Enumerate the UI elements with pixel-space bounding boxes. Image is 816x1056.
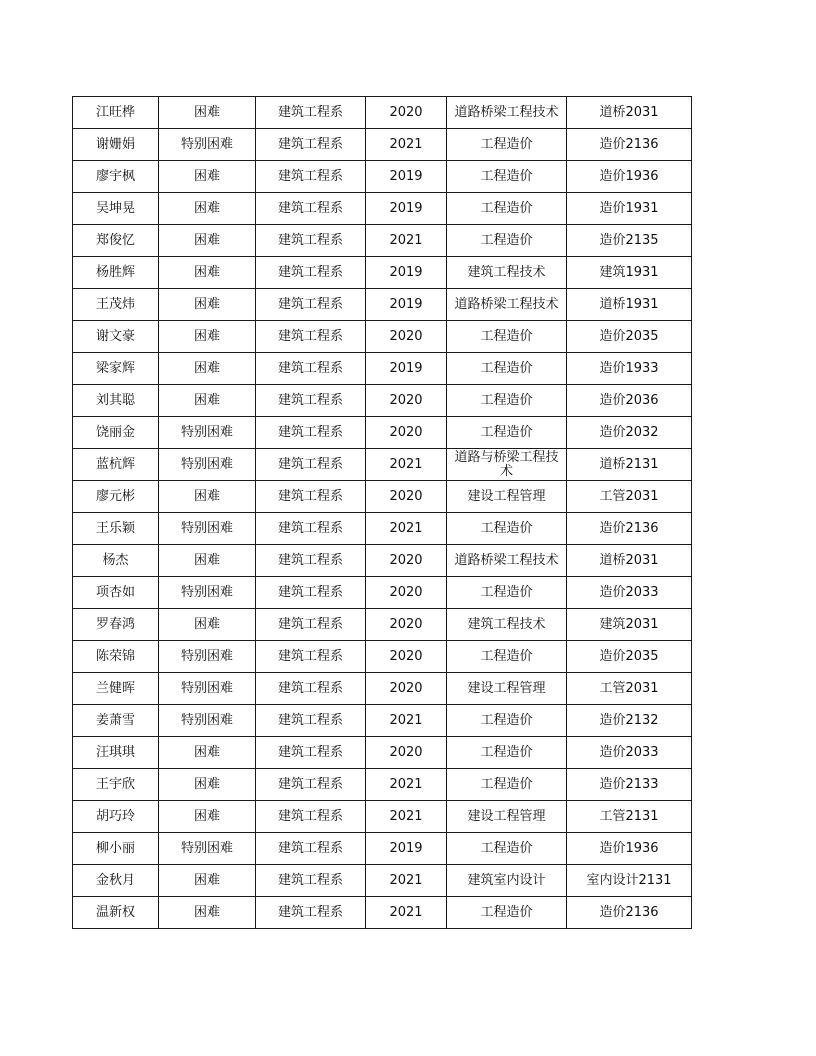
major-cell: 工程造价 <box>447 193 567 225</box>
major-cell: 工程造价 <box>447 737 567 769</box>
major-cell: 建设工程管理 <box>447 801 567 833</box>
major-cell: 道路与桥梁工程技术 <box>447 449 567 481</box>
difficulty-level-cell: 特别困难 <box>159 833 256 865</box>
class-cell: 造价2132 <box>567 705 692 737</box>
class-cell: 造价1933 <box>567 353 692 385</box>
class-cell: 造价2135 <box>567 225 692 257</box>
department-cell: 建筑工程系 <box>256 545 366 577</box>
table-row <box>73 257 692 289</box>
major-cell: 建设工程管理 <box>447 673 567 705</box>
table-row <box>73 609 692 641</box>
table-row <box>73 161 692 193</box>
grade-year-cell: 2019 <box>366 833 447 865</box>
name-cell: 谢文豪 <box>73 321 159 353</box>
department-cell: 建筑工程系 <box>256 577 366 609</box>
grade-year-cell: 2020 <box>366 417 447 449</box>
department-cell: 建筑工程系 <box>256 897 366 929</box>
difficulty-level-cell: 困难 <box>159 353 256 385</box>
grade-year-cell: 2021 <box>366 769 447 801</box>
name-cell: 廖元彬 <box>73 481 159 513</box>
major-cell: 工程造价 <box>447 129 567 161</box>
class-cell: 道桥2031 <box>567 545 692 577</box>
class-cell: 道桥2031 <box>567 97 692 129</box>
class-cell: 造价2136 <box>567 513 692 545</box>
department-cell: 建筑工程系 <box>256 225 366 257</box>
grade-year-cell: 2020 <box>366 673 447 705</box>
class-cell: 造价1936 <box>567 833 692 865</box>
difficulty-level-cell: 特别困难 <box>159 417 256 449</box>
student-table <box>72 96 692 929</box>
grade-year-cell: 2021 <box>366 129 447 161</box>
grade-year-cell: 2020 <box>366 545 447 577</box>
grade-year-cell: 2019 <box>366 257 447 289</box>
major-cell: 工程造价 <box>447 225 567 257</box>
name-cell: 王乐颖 <box>73 513 159 545</box>
department-cell: 建筑工程系 <box>256 289 366 321</box>
name-cell: 刘其聪 <box>73 385 159 417</box>
name-cell: 梁家辉 <box>73 353 159 385</box>
department-cell: 建筑工程系 <box>256 97 366 129</box>
difficulty-level-cell: 特别困难 <box>159 513 256 545</box>
department-cell: 建筑工程系 <box>256 161 366 193</box>
class-cell: 造价1936 <box>567 161 692 193</box>
name-cell: 王宇欣 <box>73 769 159 801</box>
class-cell: 工管2031 <box>567 481 692 513</box>
major-cell: 建筑工程技术 <box>447 257 567 289</box>
table-row <box>73 673 692 705</box>
difficulty-level-cell: 困难 <box>159 257 256 289</box>
table-row <box>73 353 692 385</box>
department-cell: 建筑工程系 <box>256 865 366 897</box>
grade-year-cell: 2020 <box>366 737 447 769</box>
name-cell: 谢姗娟 <box>73 129 159 161</box>
department-cell: 建筑工程系 <box>256 193 366 225</box>
department-cell: 建筑工程系 <box>256 833 366 865</box>
grade-year-cell: 2020 <box>366 609 447 641</box>
class-cell: 造价2036 <box>567 385 692 417</box>
name-cell: 陈荣锦 <box>73 641 159 673</box>
name-cell: 饶丽金 <box>73 417 159 449</box>
class-cell: 造价2035 <box>567 641 692 673</box>
class-cell: 造价2136 <box>567 897 692 929</box>
major-cell: 工程造价 <box>447 897 567 929</box>
student-table-container <box>72 96 692 929</box>
name-cell: 温新权 <box>73 897 159 929</box>
major-cell: 工程造价 <box>447 769 567 801</box>
table-row <box>73 897 692 929</box>
difficulty-level-cell: 困难 <box>159 481 256 513</box>
name-cell: 项杏如 <box>73 577 159 609</box>
major-cell: 工程造价 <box>447 161 567 193</box>
department-cell: 建筑工程系 <box>256 417 366 449</box>
class-cell: 造价2035 <box>567 321 692 353</box>
name-cell: 廖宇枫 <box>73 161 159 193</box>
department-cell: 建筑工程系 <box>256 513 366 545</box>
major-cell: 建筑工程技术 <box>447 609 567 641</box>
table-row <box>73 705 692 737</box>
table-row <box>73 801 692 833</box>
department-cell: 建筑工程系 <box>256 705 366 737</box>
difficulty-level-cell: 困难 <box>159 737 256 769</box>
department-cell: 建筑工程系 <box>256 641 366 673</box>
grade-year-cell: 2019 <box>366 193 447 225</box>
table-row <box>73 545 692 577</box>
difficulty-level-cell: 困难 <box>159 225 256 257</box>
table-body <box>73 97 692 929</box>
table-row <box>73 513 692 545</box>
difficulty-level-cell: 特别困难 <box>159 577 256 609</box>
class-cell: 工管2131 <box>567 801 692 833</box>
class-cell: 道桥1931 <box>567 289 692 321</box>
department-cell: 建筑工程系 <box>256 321 366 353</box>
table-row <box>73 577 692 609</box>
grade-year-cell: 2020 <box>366 641 447 673</box>
class-cell: 道桥2131 <box>567 449 692 481</box>
grade-year-cell: 2020 <box>366 321 447 353</box>
grade-year-cell: 2021 <box>366 801 447 833</box>
department-cell: 建筑工程系 <box>256 449 366 481</box>
difficulty-level-cell: 特别困难 <box>159 449 256 481</box>
difficulty-level-cell: 困难 <box>159 321 256 353</box>
name-cell: 罗春鸿 <box>73 609 159 641</box>
name-cell: 江旺桦 <box>73 97 159 129</box>
major-cell: 工程造价 <box>447 321 567 353</box>
grade-year-cell: 2020 <box>366 97 447 129</box>
name-cell: 胡巧玲 <box>73 801 159 833</box>
department-cell: 建筑工程系 <box>256 769 366 801</box>
difficulty-level-cell: 困难 <box>159 161 256 193</box>
grade-year-cell: 2020 <box>366 385 447 417</box>
table-row <box>73 385 692 417</box>
difficulty-level-cell: 特别困难 <box>159 705 256 737</box>
class-cell: 造价2032 <box>567 417 692 449</box>
table-row <box>73 865 692 897</box>
major-cell: 建筑室内设计 <box>447 865 567 897</box>
grade-year-cell: 2021 <box>366 513 447 545</box>
grade-year-cell: 2019 <box>366 353 447 385</box>
name-cell: 郑俊忆 <box>73 225 159 257</box>
department-cell: 建筑工程系 <box>256 385 366 417</box>
grade-year-cell: 2021 <box>366 449 447 481</box>
class-cell: 建筑2031 <box>567 609 692 641</box>
major-cell: 工程造价 <box>447 577 567 609</box>
difficulty-level-cell: 困难 <box>159 769 256 801</box>
major-cell: 工程造价 <box>447 641 567 673</box>
difficulty-level-cell: 困难 <box>159 545 256 577</box>
grade-year-cell: 2020 <box>366 577 447 609</box>
difficulty-level-cell: 困难 <box>159 385 256 417</box>
table-row <box>73 321 692 353</box>
table-row <box>73 737 692 769</box>
table-row <box>73 417 692 449</box>
class-cell: 造价2033 <box>567 737 692 769</box>
class-cell: 建筑1931 <box>567 257 692 289</box>
major-cell: 工程造价 <box>447 833 567 865</box>
name-cell: 兰健晖 <box>73 673 159 705</box>
table-row <box>73 225 692 257</box>
class-cell: 工管2031 <box>567 673 692 705</box>
difficulty-level-cell: 困难 <box>159 897 256 929</box>
table-row <box>73 769 692 801</box>
major-cell: 工程造价 <box>447 705 567 737</box>
department-cell: 建筑工程系 <box>256 481 366 513</box>
difficulty-level-cell: 困难 <box>159 801 256 833</box>
table-row <box>73 449 692 481</box>
name-cell: 吴坤晃 <box>73 193 159 225</box>
name-cell: 金秋月 <box>73 865 159 897</box>
class-cell: 室内设计2131 <box>567 865 692 897</box>
difficulty-level-cell: 特别困难 <box>159 641 256 673</box>
class-cell: 造价2133 <box>567 769 692 801</box>
class-cell: 造价2033 <box>567 577 692 609</box>
major-cell: 工程造价 <box>447 353 567 385</box>
department-cell: 建筑工程系 <box>256 353 366 385</box>
name-cell: 汪琪琪 <box>73 737 159 769</box>
grade-year-cell: 2019 <box>366 161 447 193</box>
grade-year-cell: 2019 <box>366 289 447 321</box>
table-row <box>73 129 692 161</box>
major-cell: 建设工程管理 <box>447 481 567 513</box>
department-cell: 建筑工程系 <box>256 609 366 641</box>
table-row <box>73 97 692 129</box>
department-cell: 建筑工程系 <box>256 129 366 161</box>
class-cell: 造价2136 <box>567 129 692 161</box>
grade-year-cell: 2021 <box>366 897 447 929</box>
grade-year-cell: 2021 <box>366 865 447 897</box>
difficulty-level-cell: 特别困难 <box>159 129 256 161</box>
major-cell: 道路桥梁工程技术 <box>447 97 567 129</box>
department-cell: 建筑工程系 <box>256 801 366 833</box>
table-row <box>73 289 692 321</box>
difficulty-level-cell: 困难 <box>159 289 256 321</box>
department-cell: 建筑工程系 <box>256 673 366 705</box>
name-cell: 杨杰 <box>73 545 159 577</box>
department-cell: 建筑工程系 <box>256 737 366 769</box>
difficulty-level-cell: 特别困难 <box>159 673 256 705</box>
major-cell: 工程造价 <box>447 385 567 417</box>
difficulty-level-cell: 困难 <box>159 609 256 641</box>
major-cell: 道路桥梁工程技术 <box>447 545 567 577</box>
major-cell: 工程造价 <box>447 513 567 545</box>
grade-year-cell: 2020 <box>366 481 447 513</box>
major-cell: 道路桥梁工程技术 <box>447 289 567 321</box>
table-row <box>73 641 692 673</box>
grade-year-cell: 2021 <box>366 225 447 257</box>
major-cell: 工程造价 <box>447 417 567 449</box>
table-row <box>73 481 692 513</box>
grade-year-cell: 2021 <box>366 705 447 737</box>
name-cell: 柳小丽 <box>73 833 159 865</box>
class-cell: 造价1931 <box>567 193 692 225</box>
name-cell: 王茂炜 <box>73 289 159 321</box>
table-row <box>73 833 692 865</box>
name-cell: 杨胜辉 <box>73 257 159 289</box>
department-cell: 建筑工程系 <box>256 257 366 289</box>
difficulty-level-cell: 困难 <box>159 865 256 897</box>
difficulty-level-cell: 困难 <box>159 193 256 225</box>
table-row <box>73 193 692 225</box>
name-cell: 姜萧雪 <box>73 705 159 737</box>
name-cell: 蓝杭辉 <box>73 449 159 481</box>
difficulty-level-cell: 困难 <box>159 97 256 129</box>
